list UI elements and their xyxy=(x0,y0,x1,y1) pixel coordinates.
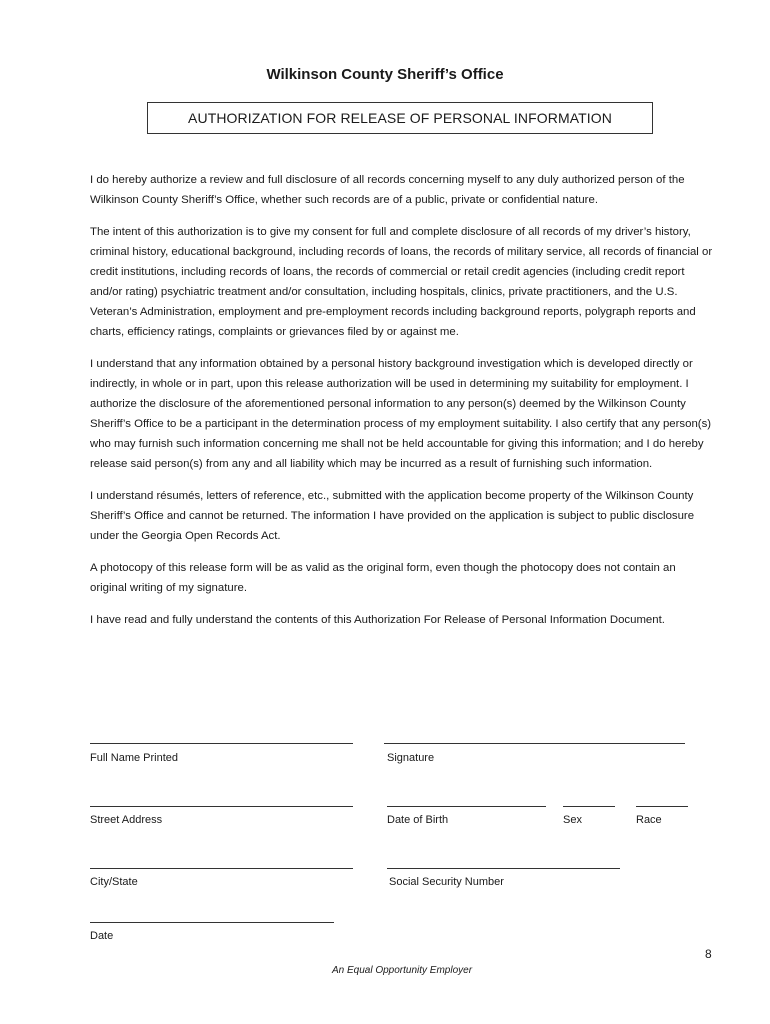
street-address-line[interactable] xyxy=(90,806,353,807)
full-name-label: Full Name Printed xyxy=(90,752,179,764)
date-line[interactable] xyxy=(90,922,334,923)
city-state-line[interactable] xyxy=(90,868,353,869)
paragraph-disclosure: I do hereby authorize a review and full disclosure of all records concerning myself to any duly authorized person of the Wilkinson County Sheriff’s Office, whether such records are of a public, private or confidential nature. xyxy=(90,174,685,206)
footer-text: An Equal Opportunity Employer xyxy=(331,965,473,976)
street-address-label: Street Address xyxy=(90,814,163,826)
date-label: Date xyxy=(90,930,114,942)
authorization-body xyxy=(90,170,715,642)
race-line[interactable] xyxy=(636,806,688,807)
document-title: AUTHORIZATION FOR RELEASE OF PERSONAL INFORMATION xyxy=(188,110,612,126)
ssn-line[interactable] xyxy=(387,868,620,869)
paragraph-resumes: I understand résumés, letters of reference, etc., submitted with the application become property of the Wilkinson County Sheriff’s Office and cannot be returned. The information I have provided on the application is subject to public disclosure under the Georgia Open Records Act. xyxy=(90,490,695,542)
signature-line[interactable] xyxy=(384,743,685,744)
ssn-label: Social Security Number xyxy=(389,876,504,888)
paragraph-intent: The intent of this authorization is to give my consent for full and complete disclosure of all records of my driver’s history, criminal history, educational background, including records of loans, the records of military service, all records of financial or credit institutions, including records of loans, the records of commercial or retail credit agencies (including credit report and/or rating) psychiatric treatment and/or consultation, including hospitals, clinics, private practitioners, and the U.S. Veteran’s Administration, employment and pre-employment records including background reports, polygraph reports and charts, efficiency ratings, complaints or grievances filed by or against me. xyxy=(90,226,713,338)
sex-line[interactable] xyxy=(563,806,615,807)
race-label: Race xyxy=(636,814,662,826)
page-number: 8 xyxy=(705,947,712,961)
paragraph-acknowledgement: I have read and fully understand the contents of this Authorization For Release of Personal Information Document. xyxy=(90,614,665,626)
document-title-box xyxy=(147,102,653,134)
city-state-label: City/State xyxy=(90,876,138,888)
full-name-line[interactable] xyxy=(90,743,353,744)
paragraph-investigation: I understand that any information obtained by a personal history background investigation which is developed directly or indirectly, in whole or in part, upon this release authorization will be used in determining my suitability for employment. I authorize the disclosure of the aforementioned personal information to any person(s) deemed by the Wilkinson County Sheriff’s Office to be a participant in the determination process of my employment suitability. I also certify that any person(s) who may furnish such information concerning me shall not be held accountable for giving this information; and I do hereby release said person(s) from any and all liability which may be incurred as a result of furnishing such information. xyxy=(90,358,712,470)
signature-label: Signature xyxy=(387,752,435,764)
sex-label: Sex xyxy=(563,814,582,826)
organization-title: Wilkinson County Sheriff’s Office xyxy=(266,66,504,83)
date-of-birth-line[interactable] xyxy=(387,806,546,807)
paragraph-photocopy: A photocopy of this release form will be as valid as the original form, even though the photocopy does not contain an original writing of my signature. xyxy=(90,562,676,594)
date-of-birth-label: Date of Birth xyxy=(387,814,449,826)
